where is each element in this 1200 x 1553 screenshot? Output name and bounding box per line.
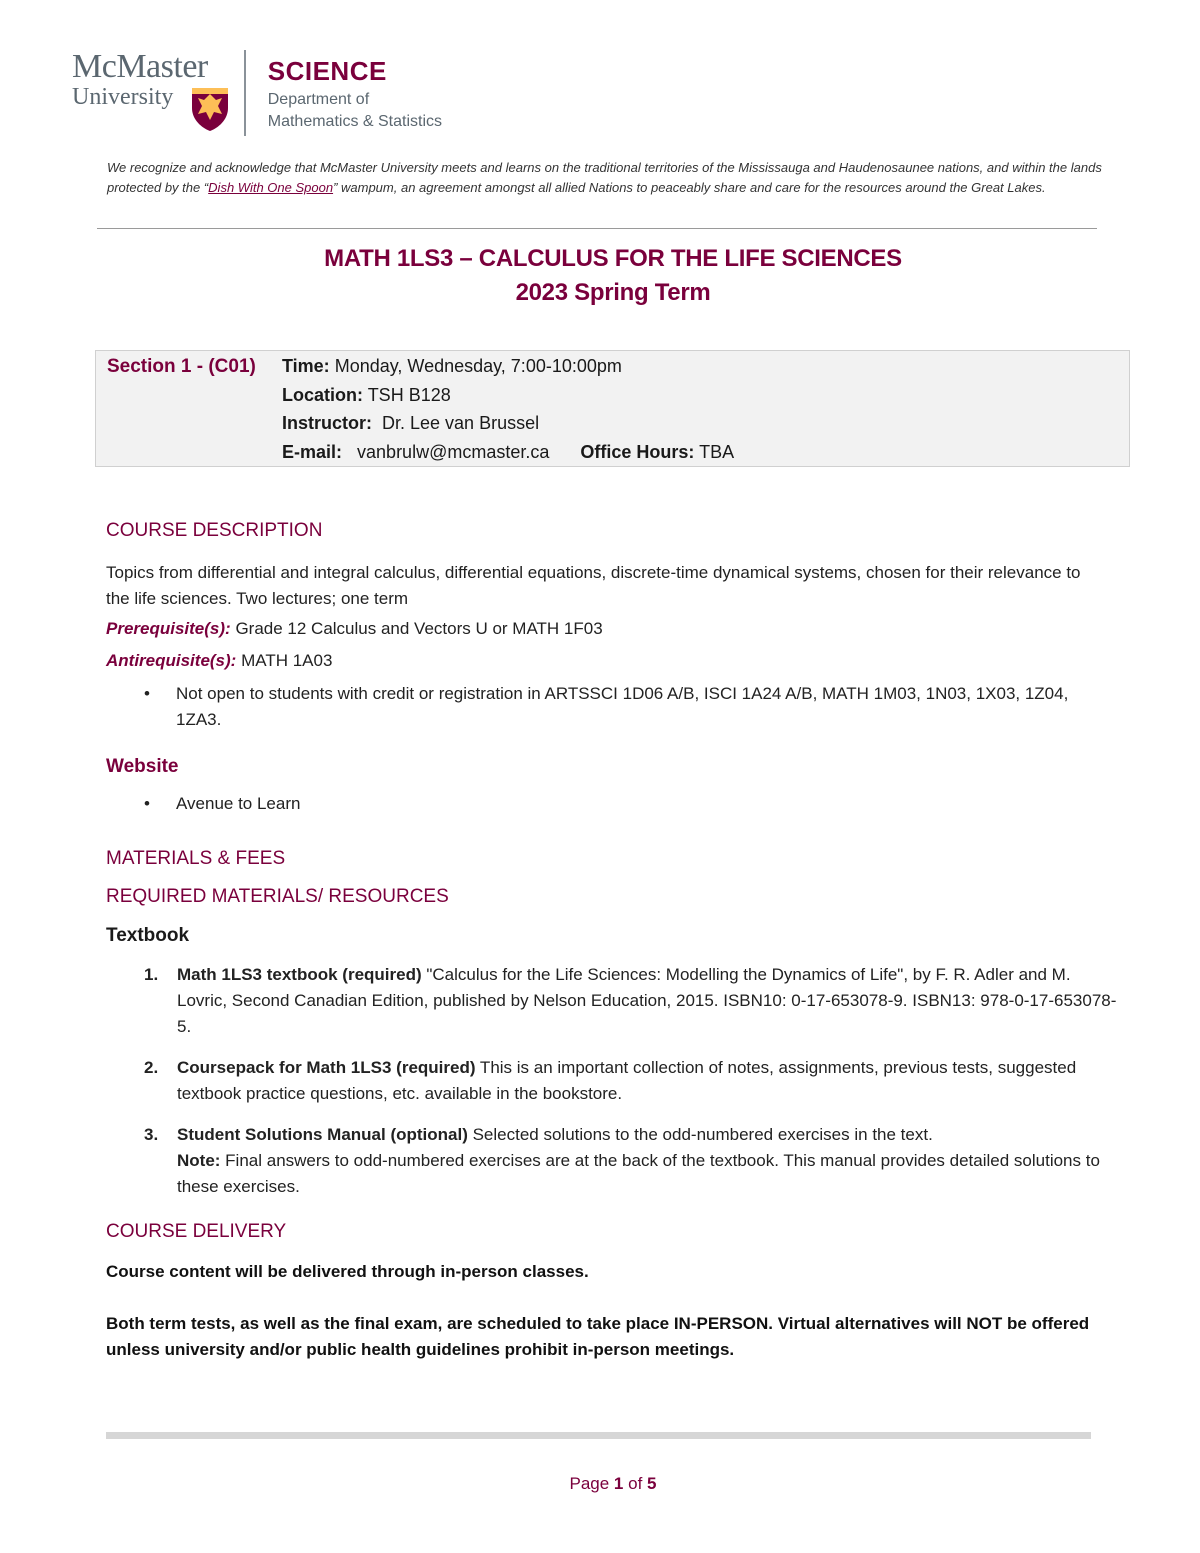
- item-text: This is an important collection of notes, assignments, previous tests, suggested textbook practice questions, etc. available in the bookstore.: [177, 1058, 1077, 1103]
- crest-icon: [190, 86, 230, 132]
- instructor-row: [282, 413, 539, 434]
- term-subtitle: 2023 Spring Term: [515, 279, 711, 306]
- email-value[interactable]: vanbrulw@mcmaster.ca: [357, 442, 550, 462]
- page-word: Page: [569, 1474, 610, 1493]
- antirequisite-label: Antirequisite(s):: [106, 651, 237, 670]
- faculty-wordmark: [268, 50, 442, 131]
- divider: [97, 228, 1097, 229]
- bullet-icon: •: [144, 794, 150, 813]
- item-title: Coursepack for Math 1LS3 (required): [177, 1058, 476, 1077]
- antirequisite-line: [106, 651, 332, 671]
- antirequisite-note: Not open to students with credit or registration in ARTSSCI 1D06 A/B, ISCI 1A24 A/B, MATH 1M03, 1N03, 1X03, 1Z04, 1ZA3.: [176, 684, 1069, 729]
- footer-rule: [106, 1432, 1091, 1439]
- item-number: 2.: [144, 1058, 159, 1077]
- website-value[interactable]: Avenue to Learn: [176, 794, 301, 813]
- email-row: [282, 442, 734, 463]
- ack-text-before: We recognize and acknowledge that McMaster University meets and learns on the traditional territories of the Mississauga and Haudenosaunee nations, and within the lands protected by the “: [107, 160, 1102, 195]
- university-wordmark: [72, 50, 208, 110]
- email-label: E-mail:: [282, 442, 343, 462]
- land-acknowledgement: [107, 158, 1107, 198]
- ack-text-after: ” wampum, an agreement amongst all allied Nations to peaceably share and care for the resources around the Great Lakes.: [333, 180, 1046, 195]
- course-description-heading: COURSE DESCRIPTION: [106, 520, 323, 541]
- delivery-line-2: Both term tests, as well as the final exam, are scheduled to take place IN-PERSON. Virtual alternatives will NOT be offered unless university and/or public health guidelines prohibit in-person meetings.: [106, 1314, 1090, 1359]
- logo-university-text: University: [72, 84, 174, 110]
- of-word: of: [628, 1474, 643, 1493]
- office-hours-label: Office Hours:: [580, 442, 695, 462]
- item-number: 1.: [144, 965, 159, 984]
- logo-science-text: SCIENCE: [267, 56, 387, 86]
- logo-divider: [244, 50, 246, 136]
- page-total: 5: [647, 1474, 657, 1493]
- office-hours-value: TBA: [699, 442, 735, 462]
- bullet-icon: •: [144, 684, 150, 703]
- logo-dept-line2: Mathematics & Statistics: [267, 113, 443, 130]
- location-value: TSH B128: [367, 385, 451, 405]
- materials-heading: MATERIALS & FEES: [106, 848, 286, 869]
- section-label: Section 1 - (C01): [107, 356, 256, 377]
- textbook-heading: Textbook: [106, 925, 190, 946]
- location-row: [282, 385, 451, 406]
- delivery-line-1: Course content will be delivered through in-person classes.: [106, 1262, 589, 1281]
- note-text: Final answers to odd-numbered exercises are at the back of the textbook. This manual provides detailed solutions to these exercises.: [177, 1151, 1100, 1196]
- item-number: 3.: [144, 1125, 159, 1144]
- course-description-text: Topics from differential and integral calculus, differential equations, discrete-time dynamical systems, chosen for their relevance to the life sciences. Two lectures; one term: [106, 563, 1081, 608]
- prerequisite-line: [106, 619, 603, 639]
- time-value: Monday, Wednesday, 7:00-10:00pm: [334, 356, 622, 376]
- prerequisite-label: Prerequisite(s):: [106, 619, 231, 638]
- time-row: [282, 356, 622, 377]
- page-number: [0, 1474, 1200, 1494]
- note-label: Note:: [177, 1151, 221, 1170]
- required-materials-heading: REQUIRED MATERIALS/ RESOURCES: [106, 886, 449, 907]
- item-title: Student Solutions Manual (optional): [177, 1125, 468, 1144]
- prerequisite-value: Grade 12 Calculus and Vectors U or MATH 1F03: [235, 619, 603, 638]
- course-info-box: [95, 350, 1130, 467]
- location-label: Location:: [282, 385, 363, 405]
- instructor-label: Instructor:: [282, 413, 372, 433]
- item-text: Selected solutions to the odd-numbered exercises in the text.: [467, 1125, 933, 1144]
- antirequisite-value: MATH 1A03: [241, 651, 333, 670]
- dish-with-one-spoon-link[interactable]: Dish With One Spoon: [208, 180, 334, 195]
- item-text: "Calculus for the Life Sciences: Modelling the Dynamics of Life", by F. R. Adler and M. Lovric, Second Canadian Edition, published by Nelson Education, 2015. ISBN10: 0-17-653078-9. ISBN13: 978-0-17-653078-5.: [177, 965, 1117, 1036]
- course-delivery-heading: COURSE DELIVERY: [106, 1221, 287, 1242]
- instructor-value: Dr. Lee van Brussel: [382, 413, 540, 433]
- title-block: [0, 242, 1200, 310]
- page-current: 1: [613, 1474, 624, 1493]
- website-heading: Website: [106, 756, 179, 777]
- item-title: Math 1LS3 textbook (required): [177, 965, 422, 984]
- logo-dept-line1: Department of: [267, 91, 370, 108]
- course-title: MATH 1LS3 – CALCULUS FOR THE LIFE SCIENCES: [324, 245, 902, 272]
- mcmaster-science-logo: [72, 50, 442, 140]
- logo-mcmaster-text: McMaster: [72, 48, 208, 85]
- time-label: Time:: [282, 356, 330, 376]
